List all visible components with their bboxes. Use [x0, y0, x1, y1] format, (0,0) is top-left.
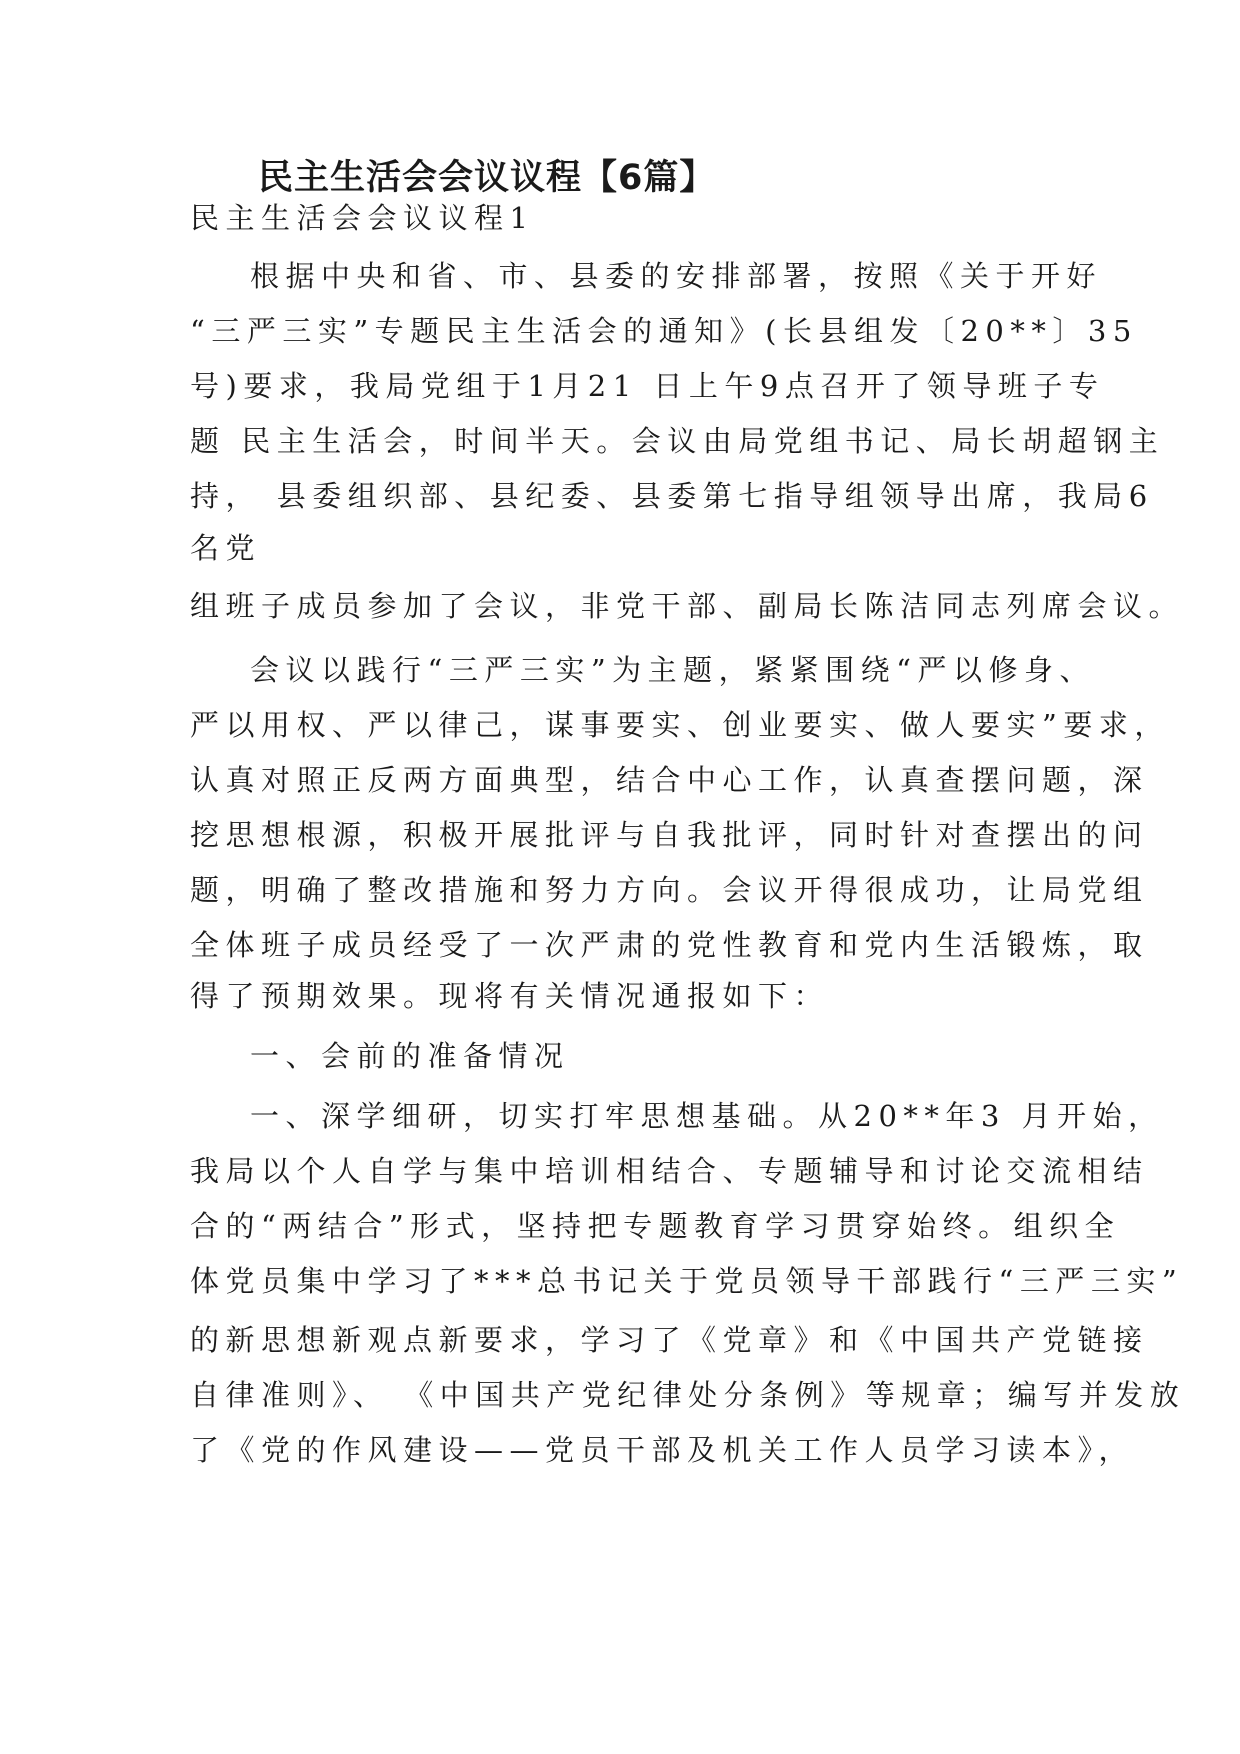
document-title: 民主生活会会议议程【6篇】 [258, 158, 716, 198]
body-line: 根据中央和省、市、县委的安排部署，按照《关于开好 [250, 259, 1103, 293]
body-line: 会议以践行“三严三实”为主题，紧紧围绕“严以修身、 [250, 653, 1095, 687]
body-line: 全体班子成员经受了一次严肃的党性教育和党内生活锻炼，取 [190, 928, 1149, 962]
body-line: 持， 县委组织部、县纪委、县委第七指导组领导出席，我局6 [190, 479, 1154, 513]
body-line: 体党员集中学习了***总书记关于党员领导干部践行“三严三实” [190, 1264, 1184, 1298]
body-line: 挖思想根源，积极开展批评与自我批评，同时针对查摆出的问 [190, 818, 1149, 852]
body-line: 号)要求，我局党组于1月21 日上午9点召开了领导班子专 [190, 369, 1105, 403]
body-line: “三严三实”专题民主生活会的通知》(长县组发〔20**〕35 [190, 314, 1138, 348]
body-line: 自律准则》、 《中国共产党纪律处分条例》等规章；编写并发放 [190, 1378, 1186, 1412]
body-line: 合的“两结合”形式，坚持把专题教育学习贯穿始终。组织全 [190, 1209, 1121, 1243]
body-line: 题 民主生活会，时间半天。会议由局党组书记、局长胡超钢主 [190, 424, 1165, 458]
body-line: 严以用权、严以律己，谋事要实、创业要实、做人要实”要求， [190, 708, 1170, 742]
body-line: 一、深学细研，切实打牢思想基础。从20**年3 月开始， [250, 1099, 1164, 1133]
section-heading: 一、会前的准备情况 [250, 1039, 570, 1073]
body-line: 名党 [190, 531, 262, 565]
body-line: 得了预期效果。现将有关情况通报如下： [190, 979, 830, 1013]
body-line: 组班子成员参加了会议，非党干部、副局长陈洁同志列席会议。 [190, 589, 1185, 623]
body-line: 的新思想新观点新要求，学习了《党章》和《中国共产党链接 [190, 1323, 1149, 1357]
section-heading: 民主生活会会议议程1 [190, 201, 535, 235]
body-line: 认真对照正反两方面典型，结合中心工作，认真查摆问题，深 [190, 763, 1149, 797]
body-line: 我局以个人自学与集中培训相结合、专题辅导和讨论交流相结 [190, 1154, 1149, 1188]
body-line: 了《党的作风建设——党员干部及机关工作人员学习读本》， [190, 1433, 1135, 1467]
body-line: 题，明确了整改措施和努力方向。会议开得很成功，让局党组 [190, 873, 1149, 907]
